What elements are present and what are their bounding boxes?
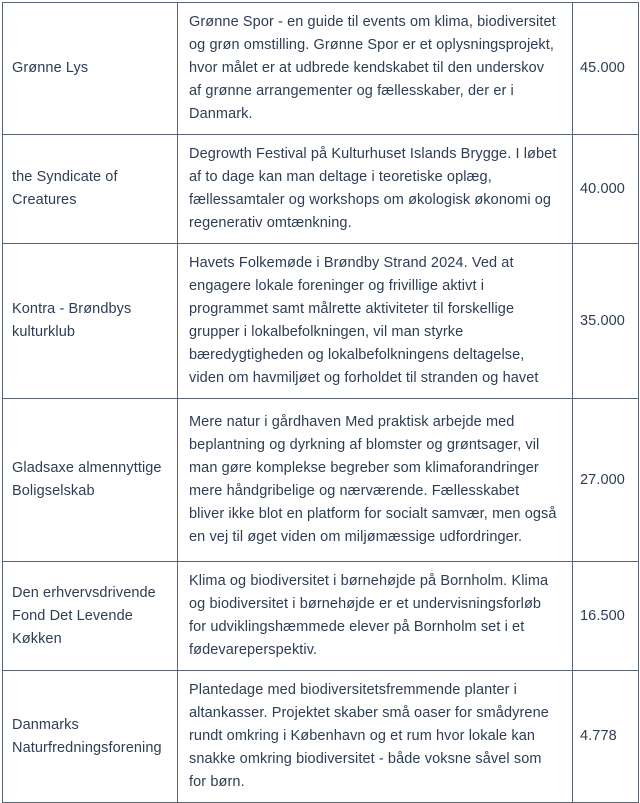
amount-cell: 16.500 (573, 562, 639, 671)
amount-cell: 27.000 (573, 399, 639, 562)
organization-cell: Grønne Lys (3, 3, 178, 135)
amount-cell: 4.778 (573, 671, 639, 803)
organization-cell: Kontra - Brøndbys kulturklub (3, 244, 178, 399)
organization-cell: Den erhvervsdrivende Fond Det Levende Køkken (3, 562, 178, 671)
description-cell: Grønne Spor - en guide til events om klima, biodiversitet og grøn omstilling. Grønne Spor er et oplysningsprojekt, hvor målet er at udbrede kendskabet til den underskov af grønne arrangementer og fællesskaber, der er i Danmark. (178, 3, 573, 135)
organization-cell: Gladsaxe almennyttige Boligselskab (3, 399, 178, 562)
table-row (3, 399, 639, 562)
table-row (3, 562, 639, 671)
amount-cell: 35.000 (573, 244, 639, 399)
description-cell: Havets Folkemøde i Brøndby Strand 2024. Ved at engagere lokale foreninger og frivillige aktivt i programmet samt målrette aktiviteter til forskellige grupper i lokalbefolkningen, vil man styrke bæredygtigheden og lokalbefolkningens deltagelse, viden om havmiljøet og forholdet til stranden og havet (178, 244, 573, 399)
amount-cell: 40.000 (573, 135, 639, 244)
table-row (3, 135, 639, 244)
grants-table (2, 2, 639, 803)
table-row (3, 244, 639, 399)
description-cell: Plantedage med biodiversitetsfremmende planter i altankasser. Projektet skaber små oaser for smådyrene rundt omkring i København og et rum hvor lokale kan snakke omkring biodiversitet - både voksne såvel som for børn. (178, 671, 573, 803)
organization-cell: the Syndicate of Creatures (3, 135, 178, 244)
description-cell: Mere natur i gårdhaven Med praktisk arbejde med beplantning og dyrkning af blomster og grøntsager, vil man gøre komplekse begreber som klimaforandringer mere håndgribelige og nærværende. Fællesskabet bliver ikke blot en platform for socialt samvær, men også en vej til øget viden om miljømæssige udfordringer. (178, 399, 573, 562)
table-row (3, 671, 639, 803)
description-cell: Degrowth Festival på Kulturhuset Islands Brygge. I løbet af to dage kan man deltage i teoretiske oplæg, fællessamtaler og workshops om økologisk økonomi og regenerativ omtænkning. (178, 135, 573, 244)
table-row (3, 3, 639, 135)
amount-cell: 45.000 (573, 3, 639, 135)
organization-cell: Danmarks Naturfredningsforening (3, 671, 178, 803)
description-cell: Klima og biodiversitet i børnehøjde på Bornholm. Klima og biodiversitet i børnehøjde er et undervisningsforløb for udviklingshæmmede elever på Bornholm set i et fødevareperspektiv. (178, 562, 573, 671)
